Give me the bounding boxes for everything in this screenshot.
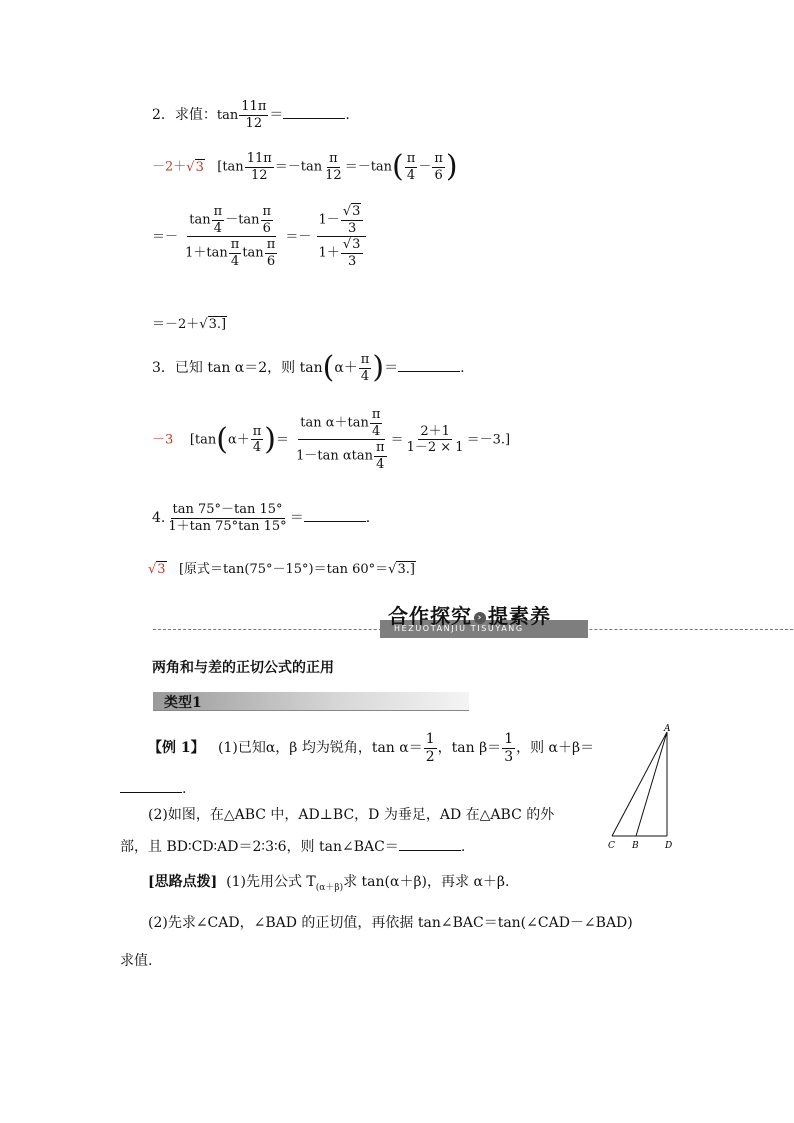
a2-rn-den: 3 <box>347 220 357 236</box>
q4-num: tan 75°－tan 15° <box>172 502 283 517</box>
a2-mid1: ＝－tan <box>274 159 323 175</box>
ex1-p2b: 部，且 BD∶CD∶AD＝2∶3∶6，则 tan∠BAC＝ <box>120 839 399 855</box>
chevron-right-icon: › <box>474 612 486 624</box>
a2-big-den <box>183 237 280 268</box>
q2-eq: ＝ <box>269 107 284 124</box>
ex1-h-num: 1 <box>425 731 435 747</box>
side-ab <box>636 732 667 836</box>
a3-frac-pi4 <box>251 425 264 455</box>
a2-minus: － <box>418 159 432 175</box>
a2-bd-tan: tan <box>242 245 264 261</box>
a3-n1-4: 4 <box>372 423 381 439</box>
example-1-part2a: (2)如图，在△ABC 中，AD⊥BC，D 为垂足，AD 在△ABC 的外 <box>148 807 555 823</box>
ex1-frac-third <box>502 732 515 764</box>
section-subtitle: HEZUOTANJIU TISUYANG <box>394 624 524 633</box>
section-title-a: 合作探究 <box>388 604 472 628</box>
ex1-end2: . <box>460 839 466 855</box>
q3-blank <box>398 359 460 372</box>
q3-end: . <box>460 360 465 377</box>
a2-line3: ＝－2＋ <box>152 317 200 332</box>
q3-frac <box>359 353 372 383</box>
a3-big-frac <box>294 408 389 472</box>
q3-four: 4 <box>360 368 370 384</box>
ex1-blank2 <box>399 838 461 851</box>
a2-f2-den: 12 <box>325 167 342 183</box>
a4-text: [原式＝tan(75°－15°)＝tan 60°＝ <box>178 562 389 577</box>
question-2 <box>152 100 350 130</box>
a3-alpha: α＋ <box>227 432 250 448</box>
a2-r-den <box>317 237 367 268</box>
type-label: 类型1 <box>164 695 202 711</box>
ex1-t-num: 1 <box>504 731 514 747</box>
q2-blank <box>283 106 345 119</box>
a2-line3-rad: 3.] <box>208 317 227 332</box>
a3-n1-pi: π <box>371 407 381 422</box>
a2-big-num <box>187 205 276 237</box>
a2-frac3 <box>405 152 418 182</box>
a2-f4-num: π <box>434 151 443 166</box>
q4-blank <box>304 509 366 522</box>
q4-end: . <box>365 510 371 527</box>
sqrt-icon: √3.] <box>388 562 415 577</box>
q4-frac <box>166 503 288 533</box>
a3-eq2: ＝ <box>390 432 404 448</box>
ex1-p1a: (1)已知α，β 均为锐角，tan α＝ <box>217 740 423 757</box>
sqrt-icon: √3 <box>342 237 361 253</box>
a3-n1: tan α＋tan <box>300 415 369 431</box>
a2-bn-pi2: π <box>262 204 272 219</box>
left-paren-icon: ( <box>392 149 404 185</box>
hint1a: (1)先用公式 T <box>226 874 316 890</box>
a3-d2: 1－2 × 1 <box>406 440 464 456</box>
q4-prefix: 4. <box>152 510 166 527</box>
a2-bn-minus: －tan <box>225 212 260 228</box>
ex1-t-den: 3 <box>504 748 514 765</box>
q2-prefix: 2．求值： <box>152 107 217 124</box>
a3-answer: －3 <box>152 432 174 448</box>
a2-frac2 <box>323 152 344 182</box>
a2-right-fraction <box>317 205 367 269</box>
right-paren-icon: ) <box>445 149 458 185</box>
a2-bd-a: 1＋tan <box>185 245 228 261</box>
a2-answer: －2＋ <box>152 159 187 175</box>
a3-big-den <box>294 440 389 471</box>
ex1-p1c: ，则 α＋β＝ <box>516 740 595 757</box>
answer-2-line1 <box>152 149 458 185</box>
a3-num-frac <box>405 425 466 455</box>
a2-f1-den: 12 <box>250 167 268 183</box>
a3-n2: 2＋1 <box>420 423 450 439</box>
a2-f3-den: 4 <box>406 167 416 183</box>
hint-label: [思路点拨] <box>148 874 218 890</box>
a3-d1-f <box>374 441 387 471</box>
a2-bd-f1 <box>229 238 242 268</box>
left-paren-icon: ( <box>322 350 335 386</box>
q2-num: 11π <box>241 99 267 114</box>
a2-open: [tan <box>217 159 244 175</box>
a2-frac1 <box>245 152 274 182</box>
a2-rn-f <box>341 205 364 235</box>
q2-tan: tan <box>216 108 239 124</box>
a2-bd-pi2: π <box>266 237 276 253</box>
example-1-blank-line <box>120 780 186 797</box>
a2-big-fraction <box>183 205 280 269</box>
a2-eq1: ＝－ <box>152 229 179 245</box>
right-paren-icon: ) <box>264 421 276 457</box>
right-paren-icon: ) <box>372 350 385 386</box>
q3-alpha: α＋ <box>334 360 358 377</box>
a4-text-rad: 3.] <box>397 562 415 577</box>
a2-rd-rad: 3 <box>352 237 361 253</box>
a2-f4-den: 6 <box>434 167 443 183</box>
a2-rd-a: 1＋ <box>318 245 340 261</box>
a3-n1-f <box>370 408 383 438</box>
a2-answer-rad: 3 <box>195 159 204 175</box>
q2-den: 12 <box>245 115 263 131</box>
hint1sub: (α＋β) <box>315 882 344 893</box>
a2-bn-pi1: π <box>213 204 223 219</box>
hint-line1 <box>148 871 509 893</box>
a3-eq: ＝ <box>276 432 290 448</box>
ex1-p1b: ，tan β＝ <box>437 740 502 757</box>
a2-rn-sqrt <box>341 205 364 221</box>
a2-f2-num: π <box>329 151 338 166</box>
a2-bd-4: 4 <box>230 253 240 269</box>
ex1-frac-half <box>424 732 437 764</box>
a2-rd-den: 3 <box>347 253 357 269</box>
a2-rd-sqrt <box>341 238 364 254</box>
ex1-h-den: 2 <box>425 748 435 765</box>
sqrt-icon: √3 <box>186 159 204 175</box>
answer-3 <box>152 408 510 472</box>
a3-d1: 1－tan αtan <box>296 448 374 464</box>
a4-answer: 3 <box>157 562 166 577</box>
q4-den: 1＋tan 75°tan 15° <box>168 518 287 534</box>
answer-2-line2 <box>152 205 367 269</box>
a2-f3-num: π <box>406 151 416 166</box>
topic-heading: 两角和与差的正切公式的正用 <box>152 659 334 675</box>
a3-tail: ＝－3.] <box>466 432 511 448</box>
a2-rd-f <box>341 238 364 268</box>
a2-bn-f2 <box>261 205 274 235</box>
q3-prefix: 3．已知 tan α＝2，则 tan <box>152 360 323 377</box>
a2-rn-rad: 3 <box>352 204 361 219</box>
label-d: D <box>665 841 673 851</box>
question-4 <box>152 503 370 533</box>
a2-eq2: ＝－ <box>285 229 312 245</box>
sqrt-icon: √3.] <box>199 317 227 332</box>
a2-bn-tan: tan <box>189 212 211 228</box>
answer-2-line3 <box>152 313 227 332</box>
example-1-part2b <box>120 836 465 856</box>
triangle-figure <box>600 722 680 852</box>
question-3 <box>152 350 465 386</box>
a2-bd-pi1: π <box>230 237 240 253</box>
hint-line3: 求值. <box>120 953 153 969</box>
q4-eq: ＝ <box>289 510 304 527</box>
q2-fraction <box>239 100 268 130</box>
a2-bn-4: 4 <box>213 220 223 236</box>
a3-d1-pi: π <box>376 440 385 456</box>
ex1-label: 【例 1】 <box>148 740 205 757</box>
a3-open: [tan <box>189 432 217 448</box>
side-ac <box>612 732 667 836</box>
a3-big-num <box>298 408 385 440</box>
answer-4 <box>148 558 416 577</box>
ex1-end: . <box>182 781 187 797</box>
a2-r-num <box>317 205 367 237</box>
sqrt-icon: √3 <box>342 204 361 219</box>
a2-bd-f2 <box>265 238 278 268</box>
a3-d1-4: 4 <box>376 456 385 472</box>
hint-line2: (2)先求∠CAD，∠BAD 的正切值，再依据 tan∠BAC＝tan(∠CAD－∠BAD) <box>148 915 633 931</box>
sqrt-icon: √3 <box>148 562 166 577</box>
q2-end: . <box>345 107 350 124</box>
ex1-blank <box>120 780 182 793</box>
label-a: A <box>664 724 671 734</box>
a2-frac4 <box>432 152 445 182</box>
left-paren-icon: ( <box>216 421 228 457</box>
a3-four: 4 <box>252 440 262 456</box>
label-c: C <box>608 841 615 851</box>
section-title-b: 提素养 <box>488 604 551 628</box>
a2-bn-f1 <box>212 205 225 235</box>
hint1b: 求 tan(α＋β)，再求 α＋β. <box>343 874 510 890</box>
a2-f1-num: 11π <box>246 151 272 166</box>
q3-eq: ＝ <box>384 360 399 377</box>
label-b: B <box>632 841 639 851</box>
a2-bd-6: 6 <box>266 253 276 269</box>
a2-bn-6: 6 <box>262 220 271 236</box>
a3-pi: π <box>252 423 262 439</box>
a2-mid2: ＝－tan <box>344 159 393 175</box>
a2-rn-a: 1－ <box>318 212 340 228</box>
q3-pi: π <box>360 352 370 367</box>
example-1-part1 <box>148 732 594 764</box>
